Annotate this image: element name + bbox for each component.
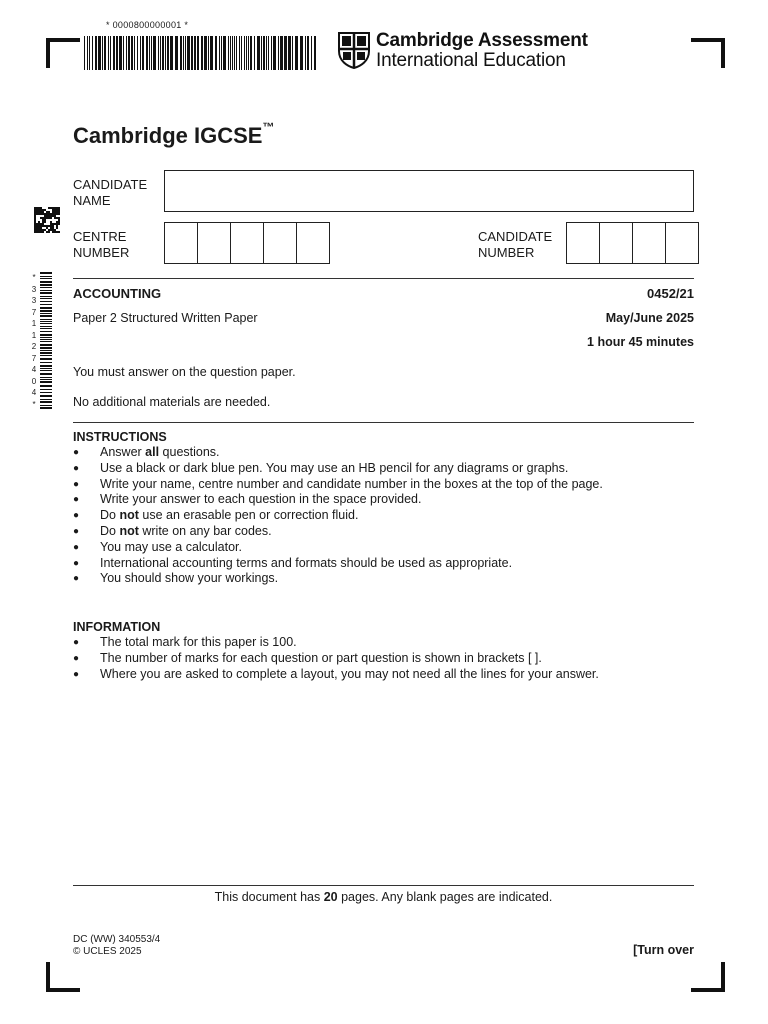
candidate-name-label-line-1: CANDIDATE <box>73 177 148 192</box>
divider-instructions <box>73 422 694 423</box>
page-title <box>73 120 275 149</box>
side-barcode-digit: 3 <box>31 284 37 294</box>
candidate-number-label <box>478 229 552 261</box>
candidate-name-label-line-2: NAME <box>73 193 111 208</box>
list-item: ● Write your answer to each question in the space provided. <box>73 492 603 508</box>
list-item: ● Write your name, centre number and candidate number in the boxes at the top of the page. <box>73 477 603 493</box>
candidate-name-field[interactable] <box>164 170 694 212</box>
centre-number-field[interactable] <box>164 222 330 264</box>
syllabus-code: 0452/21 <box>647 286 694 301</box>
page-title-text: Cambridge IGCSE <box>73 123 263 148</box>
corner-mark-top-right <box>691 38 725 68</box>
no-materials-note: No additional materials are needed. <box>73 395 271 409</box>
logo-line-2: International Education <box>376 50 566 71</box>
corner-mark-bottom-right <box>691 962 725 992</box>
list-item: ● Use a black or dark blue pen. You may use an HB pencil for any diagrams or graphs. <box>73 461 603 477</box>
candidate-number-label-line-1: CANDIDATE <box>478 229 553 244</box>
candidate-number-digit[interactable] <box>567 223 600 263</box>
corner-mark-top-left <box>46 38 80 68</box>
divider-top <box>73 278 694 279</box>
list-item: ● Answer all questions. <box>73 445 603 461</box>
list-item: ● The total mark for this paper is 100. <box>73 635 599 651</box>
list-item: ● Do not use an erasable pen or correction fluid. <box>73 508 603 524</box>
candidate-number-digit[interactable] <box>666 223 698 263</box>
exam-session: May/June 2025 <box>605 311 694 325</box>
centre-number-label <box>73 229 129 261</box>
side-barcode-digit: 3 <box>31 296 37 305</box>
candidate-number-digit[interactable] <box>600 223 633 263</box>
information-list <box>73 635 599 682</box>
side-barcode-digit: * <box>32 399 36 409</box>
answer-on-paper-note: You must answer on the question paper. <box>73 365 296 379</box>
subject-name: ACCOUNTING <box>73 286 162 301</box>
page-count-note: This document has 20 pages. Any blank pages are indicated. <box>214 890 553 904</box>
candidate-name-label <box>73 177 147 209</box>
information-heading: INFORMATION <box>73 620 161 634</box>
candidate-number-label-line-2: NUMBER <box>478 245 535 260</box>
candidate-number-field[interactable] <box>566 222 699 264</box>
list-item: ● You may use a calculator. <box>73 540 603 556</box>
centre-number-digit[interactable] <box>297 223 329 263</box>
instructions-heading: INSTRUCTIONS <box>73 430 167 444</box>
centre-number-label-line-2: NUMBER <box>73 245 130 260</box>
centre-number-digit[interactable] <box>231 223 264 263</box>
list-item: ● The number of marks for each question or part question is shown in brackets [ ]. <box>73 651 599 667</box>
centre-number-digit[interactable] <box>165 223 198 263</box>
side-barcode-digit: 1 <box>31 330 37 340</box>
side-barcode-digit: * <box>32 273 36 282</box>
side-barcode-digit: 2 <box>31 342 37 351</box>
copyright: © UCLES 2025 <box>73 946 142 957</box>
exam-duration: 1 hour 45 minutes <box>587 335 694 349</box>
barcode-top <box>84 36 316 70</box>
document-code <box>73 934 160 958</box>
logo-line-1: Cambridge Assessment <box>376 30 588 51</box>
side-barcode-digits <box>29 272 39 410</box>
side-barcode-digit: 7 <box>31 353 37 363</box>
paper-title: Paper 2 Structured Written Paper <box>73 311 258 325</box>
side-barcode <box>40 272 52 410</box>
qr-code <box>34 207 60 233</box>
list-item: ● You should show your workings. <box>73 571 603 587</box>
side-barcode-digit: 4 <box>31 388 37 397</box>
dc-code: DC (WW) 340553/4 <box>73 934 161 945</box>
side-barcode-digit: 1 <box>31 319 37 328</box>
barcode-caption: * 0000800000001 * <box>106 20 189 30</box>
divider-footer <box>73 885 694 886</box>
trademark-mark: ™ <box>262 120 275 134</box>
corner-mark-bottom-left <box>46 962 80 992</box>
centre-number-label-line-1: CENTRE <box>73 229 127 244</box>
centre-number-digit[interactable] <box>264 223 297 263</box>
centre-number-digit[interactable] <box>198 223 231 263</box>
candidate-number-digit[interactable] <box>633 223 666 263</box>
list-item: ● International accounting terms and formats should be used as appropriate. <box>73 556 603 572</box>
side-barcode-digit: 0 <box>31 376 37 386</box>
side-barcode-digit: 4 <box>31 365 37 374</box>
list-item: ● Do not write on any bar codes. <box>73 524 603 540</box>
turn-over: [Turn over <box>633 943 694 957</box>
cambridge-crest-icon <box>337 31 371 69</box>
logo-wordmark <box>376 31 588 71</box>
side-barcode-digit: 7 <box>31 307 37 317</box>
instructions-list <box>73 445 603 587</box>
list-item: ● Where you are asked to complete a layout, you may not need all the lines for your answer. <box>73 667 599 683</box>
